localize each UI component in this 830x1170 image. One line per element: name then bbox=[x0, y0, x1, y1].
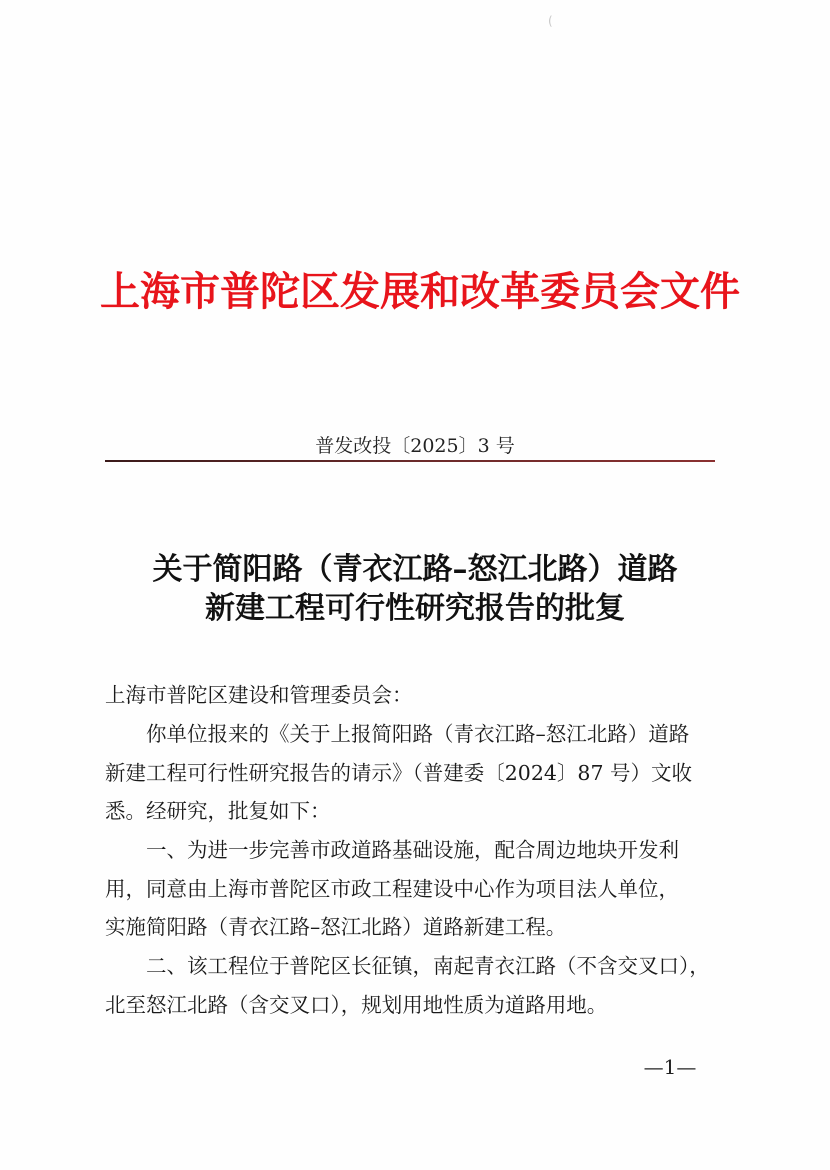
page-number: —1— bbox=[643, 1055, 697, 1079]
document-title bbox=[100, 546, 730, 633]
scan-speck: ( bbox=[548, 14, 553, 28]
paragraph-3 bbox=[105, 947, 725, 1024]
masthead: 上海市普陀区发展和改革委员会文件 bbox=[100, 268, 740, 315]
paragraph-line: 新建工程可行性研究报告的请示》（普建委〔2024〕87 号）文收 bbox=[105, 760, 693, 785]
title-line-1: 关于简阳路（青衣江路–怒江北路）道路 bbox=[152, 552, 678, 587]
paragraph-line: 用，同意由上海市普陀区市政工程建设中心作为项目法人单位， bbox=[105, 876, 679, 901]
paragraph-line: 北至怒江北路（含交叉口），规划用地性质为道路用地。 bbox=[105, 992, 608, 1017]
divider-rule bbox=[105, 460, 715, 462]
paragraph-line: 你单位报来的《关于上报简阳路（青衣江路–怒江北路）道路 bbox=[146, 722, 690, 746]
paragraph-line: 悉。经研究，批复如下： bbox=[105, 799, 331, 823]
title-line-2: 新建工程可行性研究报告的批复 bbox=[205, 590, 625, 626]
paragraph-line: 二、该工程位于普陀区长征镇，南起青衣江路（不含交叉口）， bbox=[146, 954, 710, 978]
paragraph-line: 一、为进一步完善市政道路基础设施，配合周边地块开发利 bbox=[146, 838, 679, 862]
paragraph-line: 实施简阳路（青衣江路–怒江北路）道路新建工程。 bbox=[105, 915, 567, 939]
document-number: 普发改投〔2025〕3 号 bbox=[315, 435, 515, 457]
paragraph-2 bbox=[105, 831, 725, 947]
salutation: 上海市普陀区建设和管理委员会： bbox=[105, 683, 413, 707]
paragraph-1 bbox=[105, 715, 725, 831]
